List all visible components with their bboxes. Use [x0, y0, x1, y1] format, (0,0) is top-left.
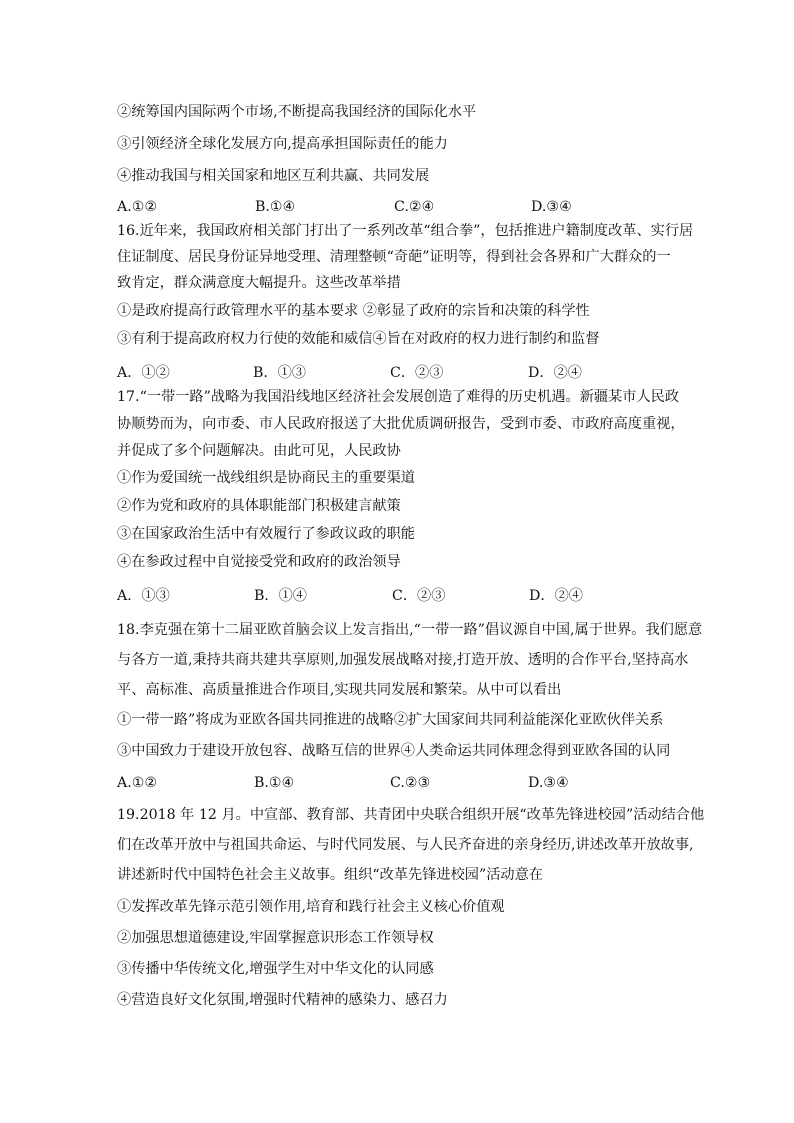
q16-option-c: C．②③ [390, 365, 444, 381]
q19-stem-line-1: 19.2018 年 12 月。中宣部、教育部、共青团中央联合组织开展“改革先锋进校园”活动结合他 [117, 807, 705, 823]
q17-stem-line-3: 并促成了多个问题解决。由此可见，人民政协 [117, 443, 401, 459]
q17-option-a: A．①③ [117, 588, 170, 604]
q16-stem-line-1: 16.近年来，我国政府相关部门打出了一系列改革“组合拳”，包括推进户籍制度改革、实行居 [117, 223, 694, 239]
q19-stem-line-3: 讲述新时代中国特色社会主义故事。组织“改革先锋进校园”活动意在 [117, 867, 543, 883]
q16-item-line-2: ③有利于提高政府权力行使的效能和威信④旨在对政府的权力进行制约和监督 [117, 331, 600, 347]
q15-option-d: D.③④ [531, 199, 572, 215]
q15-option-b: B.①④ [255, 199, 296, 215]
q15-option-a: A.①② [117, 199, 158, 215]
q17-option-c: C．②③ [392, 588, 446, 604]
q18-stem-line-3: 平、高标准、高质量推进合作项目,实现共同发展和繁荣。从中可以看出 [117, 682, 562, 698]
q15-item-3: ③引领经济全球化发展方向,提高承担国际责任的能力 [117, 136, 448, 152]
q16-item-line-1: ①是政府提高行政管理水平的基本要求 ②彰显了政府的宗旨和决策的科学性 [117, 303, 590, 319]
q16-option-b: B．①③ [253, 365, 306, 381]
q17-stem-line-1: 17.“一带一路”战略为我国沿线地区经济社会发展创造了难得的历史机遇。新疆某市人民政 [117, 389, 680, 405]
q17-option-b: B．①④ [254, 588, 307, 604]
q19-item-2: ②加强思想道德建设,牢固掌握意识形态工作领导权 [117, 930, 434, 946]
q18-item-line-2: ③中国致力于建设开放包容、战略互信的世界④人类命运共同体理念得到亚欧各国的认同 [117, 743, 671, 759]
q15-item-4: ④推动我国与相关国家和地区互利共赢、共同发展 [117, 168, 430, 184]
q15-option-c: C.②④ [394, 199, 435, 215]
q17-item-4: ④在参政过程中自觉接受党和政府的政治领导 [117, 554, 401, 570]
q17-item-3: ③在国家政治生活中有效履行了参政议政的职能 [117, 526, 415, 542]
q18-option-a: A.①② [117, 775, 158, 791]
q17-stem-line-2: 协顺势而为，向市委、市人民政府报送了大批优质调研报告，受到市委、市政府高度重视， [117, 416, 685, 432]
q19-item-3: ③传播中华传统文化,增强学生对中华文化的认同感 [117, 961, 434, 977]
q16-stem-line-2: 住证制度、居民身份证异地受理、清理整顿“奇葩”证明等，得到社会各界和广大群众的一 [117, 249, 671, 265]
q18-option-c: C.②③ [390, 775, 431, 791]
q19-item-1: ①发挥改革先锋示范引领作用,培育和践行社会主义核心价值观 [117, 899, 505, 915]
q18-item-line-1: ①一带一路”将成为亚欧各国共同推进的战略②扩大国家间共同利益能深化亚欧伙伴关系 [117, 712, 664, 728]
q17-option-d: D．②④ [529, 588, 583, 604]
q19-stem-line-2: 们在改革开放中与祖国共命运、与时代同发展、与人民齐奋进的亲身经历,讲述改革开放故事, [117, 837, 694, 853]
q17-item-1: ①作为爱国统一战线组织是协商民主的重要渠道 [117, 470, 415, 486]
q18-option-b: B.①④ [254, 775, 295, 791]
q16-stem-line-3: 致肯定，群众满意度大幅提升。这些改革举措 [117, 275, 401, 291]
q18-stem-line-2: 与各方一道,秉持共商共建共享原则,加强发展战略对接,打造开放、透明的合作平台,坚持高水 [117, 652, 689, 668]
q18-option-d: D.③④ [528, 775, 569, 791]
q16-option-d: D．②④ [528, 365, 582, 381]
q15-item-2: ②统筹国内国际两个市场,不断提高我国经济的国际化水平 [117, 104, 477, 120]
q16-option-a: A．①② [117, 365, 170, 381]
q18-stem-line-1: 18.李克强在第十二届亚欧首脑会议上发言指出,“一带一路”倡议源自中国,属于世界。我们愿意 [117, 622, 703, 638]
q17-item-2: ②作为党和政府的具体职能部门积极建言献策 [117, 498, 401, 514]
q19-item-4: ④营造良好文化氛围,增强时代精神的感染力、感召力 [117, 992, 448, 1008]
